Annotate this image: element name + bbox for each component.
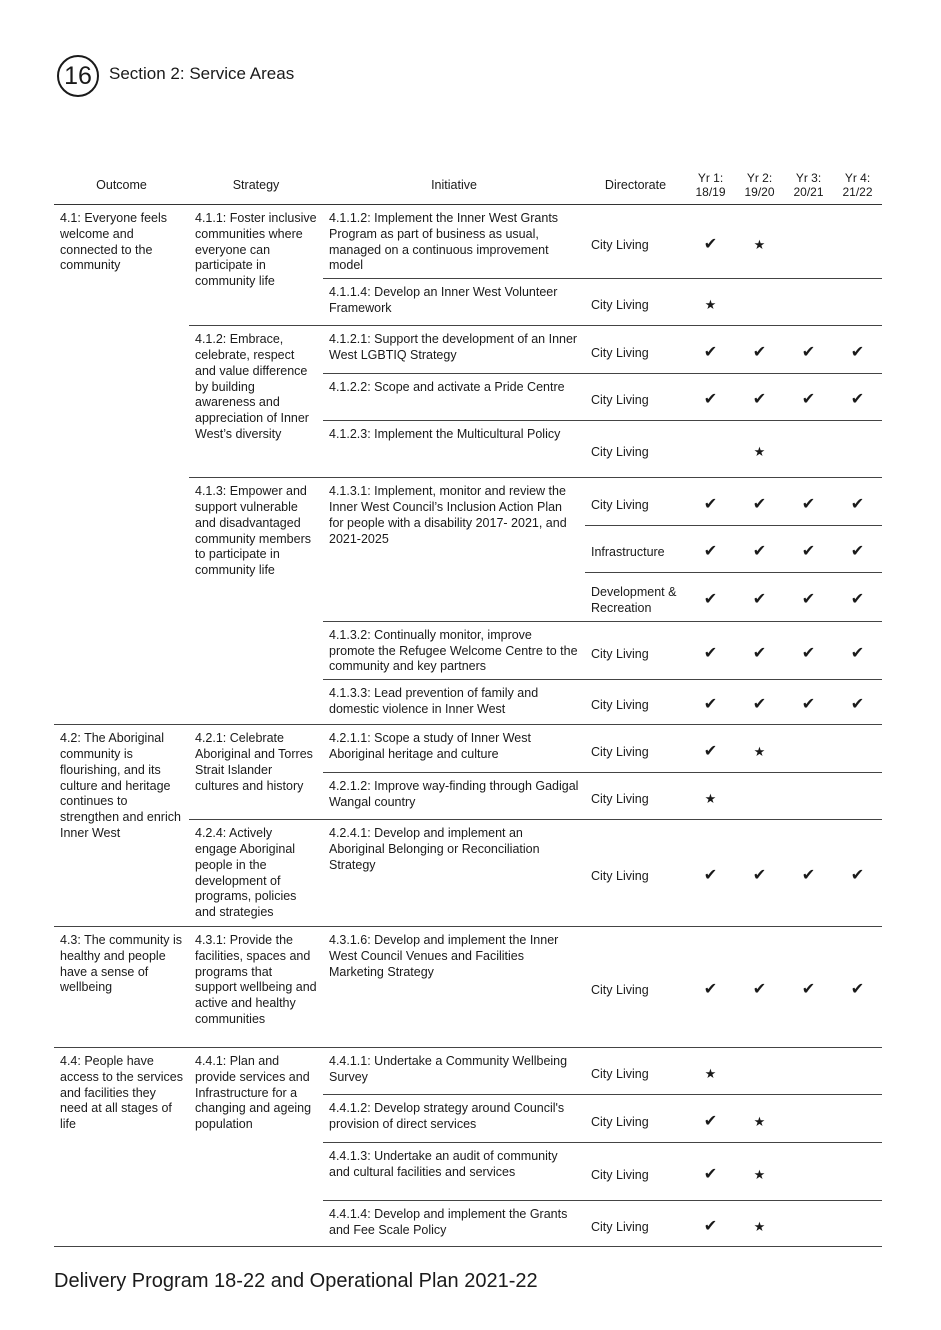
checkmark-icon: ✔ xyxy=(833,326,882,374)
directorate-cell: City Living xyxy=(585,478,686,526)
header-yr1-label: Yr 1: xyxy=(697,171,724,185)
footer-title: Delivery Program 18-22 and Operational Plan 2021-22 xyxy=(54,1270,538,1292)
yr3-mark xyxy=(784,279,833,326)
directorate-cell: City Living xyxy=(585,279,686,326)
checkmark-icon: ✔ xyxy=(686,820,735,927)
initiative-cell: 4.2.1.1: Scope a study of Inner West Aboriginal heritage and culture xyxy=(323,725,585,773)
initiative-cell: 4.2.4.1: Develop and implement an Aboriginal Belonging or Reconciliation Strategy xyxy=(323,820,585,927)
star-icon: ★ xyxy=(735,1200,784,1246)
checkmark-icon: ✔ xyxy=(686,621,735,679)
yr4-mark xyxy=(833,1200,882,1246)
initiative-cell: 4.4.1.4: Develop and implement the Grants and Fee Scale Policy xyxy=(323,1200,585,1246)
strategy-cell: 4.2.1: Celebrate Aboriginal and Torres Strait Islander cultures and history xyxy=(189,725,323,820)
yr4-mark xyxy=(833,725,882,773)
initiative-cell: 4.1.2.3: Implement the Multicultural Policy xyxy=(323,421,585,478)
checkmark-icon: ✔ xyxy=(833,526,882,573)
header-strategy: Strategy xyxy=(189,166,323,205)
directorate-cell: City Living xyxy=(585,374,686,421)
outcome-cell: 4.3: The community is healthy and people have a sense of wellbeing xyxy=(54,926,189,1047)
yr3-mark xyxy=(784,1047,833,1094)
star-icon: ★ xyxy=(686,279,735,326)
directorate-cell: City Living xyxy=(585,680,686,725)
header-initiative: Initiative xyxy=(323,166,585,205)
strategy-cell: 4.1.3: Empower and support vulnerable and disadvantaged community members to participate in community life xyxy=(189,478,323,725)
checkmark-icon: ✔ xyxy=(833,926,882,1047)
yr4-mark xyxy=(833,421,882,478)
directorate-cell: City Living xyxy=(585,1047,686,1094)
checkmark-icon: ✔ xyxy=(784,621,833,679)
initiative-cell: 4.1.1.2: Implement the Inner West Grants Program as part of business as usual, managed on a continuous improvement model xyxy=(323,205,585,279)
yr4-mark xyxy=(833,773,882,820)
directorate-cell: City Living xyxy=(585,205,686,279)
checkmark-icon: ✔ xyxy=(833,621,882,679)
checkmark-icon: ✔ xyxy=(735,326,784,374)
star-icon: ★ xyxy=(735,725,784,773)
initiative-cell: 4.1.3.2: Continually monitor, improve promote the Refugee Welcome Centre to the community and key partners xyxy=(323,621,585,679)
yr3-mark xyxy=(784,1094,833,1142)
table-row xyxy=(54,725,882,773)
strategy-cell: 4.3.1: Provide the facilities, spaces and programs that support wellbeing and active and healthy communities xyxy=(189,926,323,1047)
yr4-mark xyxy=(833,1142,882,1200)
checkmark-icon: ✔ xyxy=(686,478,735,526)
yr3-mark xyxy=(784,205,833,279)
yr4-mark xyxy=(833,1047,882,1094)
table-header-row xyxy=(54,166,882,205)
strategy-cell: 4.4.1: Plan and provide services and Infrastructure for a changing and ageing population xyxy=(189,1047,323,1246)
checkmark-icon: ✔ xyxy=(833,478,882,526)
directorate-cell: City Living xyxy=(585,421,686,478)
header-yr4-label: Yr 4: xyxy=(844,171,871,185)
checkmark-icon: ✔ xyxy=(833,374,882,421)
checkmark-icon: ✔ xyxy=(686,374,735,421)
table-row xyxy=(54,926,882,1047)
star-icon: ★ xyxy=(735,205,784,279)
header-yr1 xyxy=(686,166,735,205)
header-yr2 xyxy=(735,166,784,205)
yr1-mark xyxy=(686,421,735,478)
checkmark-icon: ✔ xyxy=(686,1142,735,1200)
header-yr3-label: Yr 3: xyxy=(795,171,822,185)
initiative-cell: 4.4.1.1: Undertake a Community Wellbeing Survey xyxy=(323,1047,585,1094)
header-yr3-period: 20/21 xyxy=(793,185,824,199)
checkmark-icon: ✔ xyxy=(686,680,735,725)
directorate-cell: City Living xyxy=(585,621,686,679)
yr3-mark xyxy=(784,421,833,478)
checkmark-icon: ✔ xyxy=(784,374,833,421)
checkmark-icon: ✔ xyxy=(784,478,833,526)
yr2-mark xyxy=(735,773,784,820)
checkmark-icon: ✔ xyxy=(686,326,735,374)
header-yr4-period: 21/22 xyxy=(842,185,873,199)
directorate-cell: City Living xyxy=(585,773,686,820)
yr4-mark xyxy=(833,279,882,326)
checkmark-icon: ✔ xyxy=(686,205,735,279)
checkmark-icon: ✔ xyxy=(784,926,833,1047)
table-row xyxy=(54,1047,882,1094)
checkmark-icon: ✔ xyxy=(686,1200,735,1246)
star-icon: ★ xyxy=(686,1047,735,1094)
initiative-cell: 4.4.1.2: Develop strategy around Council's provision of direct services xyxy=(323,1094,585,1142)
yr3-mark xyxy=(784,1200,833,1246)
checkmark-icon: ✔ xyxy=(833,820,882,927)
star-icon: ★ xyxy=(735,1094,784,1142)
header-yr2-period: 19/20 xyxy=(744,185,775,199)
header-yr1-period: 18/19 xyxy=(695,185,726,199)
outcome-cell: 4.2: The Aboriginal community is flourishing, and its culture and heritage continues to strengthen and enrich Inner West xyxy=(54,725,189,927)
checkmark-icon: ✔ xyxy=(686,1094,735,1142)
checkmark-icon: ✔ xyxy=(686,526,735,573)
checkmark-icon: ✔ xyxy=(833,680,882,725)
checkmark-icon: ✔ xyxy=(735,573,784,622)
directorate-cell: City Living xyxy=(585,326,686,374)
strategy-cell: 4.2.4: Actively engage Aboriginal people in the development of programs, policies and strategies xyxy=(189,820,323,927)
checkmark-icon: ✔ xyxy=(735,926,784,1047)
checkmark-icon: ✔ xyxy=(686,725,735,773)
directorate-cell: City Living xyxy=(585,926,686,1047)
header-yr3 xyxy=(784,166,833,205)
initiative-cell: 4.1.1.4: Develop an Inner West Volunteer Framework xyxy=(323,279,585,326)
yr3-mark xyxy=(784,725,833,773)
directorate-cell: Infrastructure xyxy=(585,526,686,573)
table-row xyxy=(54,205,882,279)
star-icon: ★ xyxy=(735,1142,784,1200)
checkmark-icon: ✔ xyxy=(735,621,784,679)
checkmark-icon: ✔ xyxy=(784,820,833,927)
checkmark-icon: ✔ xyxy=(735,680,784,725)
directorate-cell: City Living xyxy=(585,1142,686,1200)
initiative-cell: 4.3.1.6: Develop and implement the Inner West Council Venues and Facilities Marketing Strategy xyxy=(323,926,585,1047)
initiative-cell: 4.2.1.2: Improve way-finding through Gadigal Wangal country xyxy=(323,773,585,820)
initiative-cell: 4.1.3.3: Lead prevention of family and domestic violence in Inner West xyxy=(323,680,585,725)
outcome-cell: 4.1: Everyone feels welcome and connected to the community xyxy=(54,205,189,725)
directorate-cell: City Living xyxy=(585,725,686,773)
yr2-mark xyxy=(735,279,784,326)
yr3-mark xyxy=(784,773,833,820)
initiative-cell: 4.1.3.1: Implement, monitor and review the Inner West Council’s Inclusion Action Plan for people with a disability 2017- 2021, and 2021-2025 xyxy=(323,478,585,622)
checkmark-icon: ✔ xyxy=(686,573,735,622)
checkmark-icon: ✔ xyxy=(735,526,784,573)
checkmark-icon: ✔ xyxy=(784,326,833,374)
page-number: 16 xyxy=(57,55,99,97)
header-outcome: Outcome xyxy=(54,166,189,205)
yr2-mark xyxy=(735,1047,784,1094)
checkmark-icon: ✔ xyxy=(784,526,833,573)
initiative-cell: 4.1.2.2: Scope and activate a Pride Centre xyxy=(323,374,585,421)
section-title: Section 2: Service Areas xyxy=(109,64,295,83)
strategy-cell: 4.1.2: Embrace, celebrate, respect and value difference by building awareness and appreciation of Inner West’s diversity xyxy=(189,326,323,478)
checkmark-icon: ✔ xyxy=(735,820,784,927)
checkmark-icon: ✔ xyxy=(686,926,735,1047)
star-icon: ★ xyxy=(735,421,784,478)
checkmark-icon: ✔ xyxy=(735,374,784,421)
service-areas-table xyxy=(54,166,882,1247)
directorate-cell: City Living xyxy=(585,820,686,927)
header-yr4 xyxy=(833,166,882,205)
directorate-cell: Development & Recreation xyxy=(585,573,686,622)
directorate-cell: City Living xyxy=(585,1094,686,1142)
checkmark-icon: ✔ xyxy=(784,573,833,622)
strategy-cell: 4.1.1: Foster inclusive communities where everyone can participate in community life xyxy=(189,205,323,326)
checkmark-icon: ✔ xyxy=(735,478,784,526)
initiative-cell: 4.4.1.3: Undertake an audit of community and cultural facilities and services xyxy=(323,1142,585,1200)
checkmark-icon: ✔ xyxy=(784,680,833,725)
checkmark-icon: ✔ xyxy=(833,573,882,622)
yr3-mark xyxy=(784,1142,833,1200)
yr4-mark xyxy=(833,205,882,279)
initiative-cell: 4.1.2.1: Support the development of an Inner West LGBTIQ Strategy xyxy=(323,326,585,374)
yr4-mark xyxy=(833,1094,882,1142)
directorate-cell: City Living xyxy=(585,1200,686,1246)
outcome-cell: 4.4: People have access to the services and facilities they need at all stages of life xyxy=(54,1047,189,1246)
header-yr2-label: Yr 2: xyxy=(746,171,773,185)
header-directorate: Directorate xyxy=(585,166,686,205)
star-icon: ★ xyxy=(686,773,735,820)
